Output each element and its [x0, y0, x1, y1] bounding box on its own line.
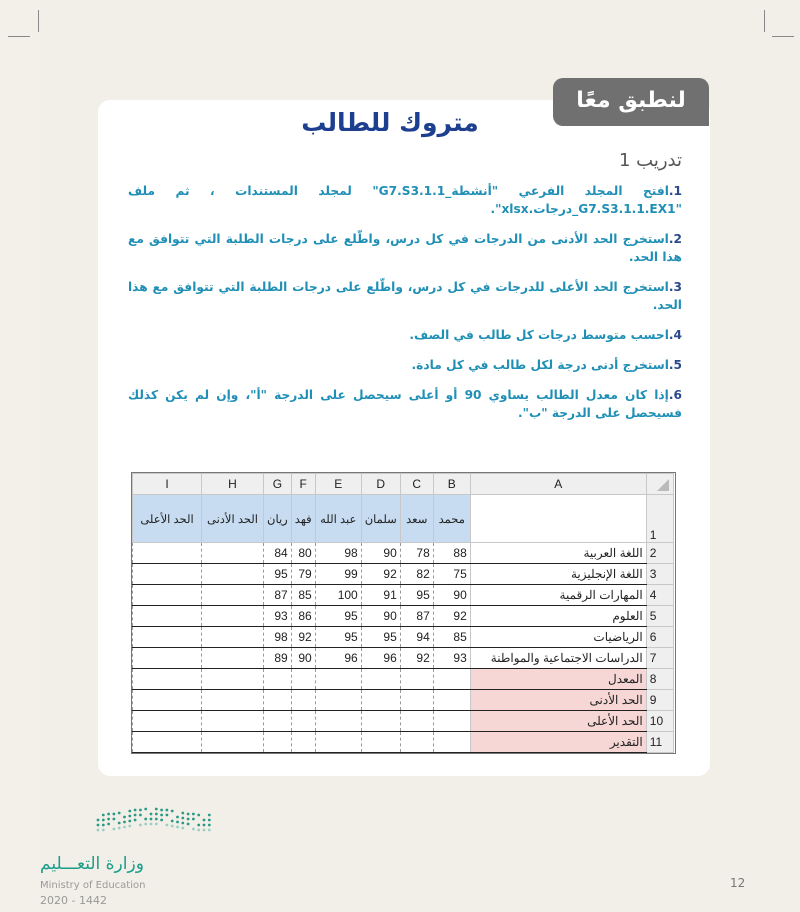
table-row: [133, 606, 674, 627]
logo-dot: [128, 810, 131, 813]
logo-dot: [187, 823, 190, 826]
table-row: [133, 690, 674, 711]
header-cell[interactable]: سلمان: [361, 495, 400, 543]
logo-dot: [150, 823, 153, 826]
step-number: 6.: [668, 388, 682, 402]
steps-list: [128, 182, 682, 434]
cell[interactable]: [202, 690, 264, 711]
column-header[interactable]: G: [264, 474, 292, 495]
step-text: استخرج أدنى درجة لكل طالب في كل مادة.: [411, 358, 669, 372]
value-cell[interactable]: 90: [433, 585, 470, 606]
logo-dot: [203, 824, 206, 827]
crop-mark: [8, 36, 30, 37]
step-item: [128, 230, 682, 266]
crop-mark: [764, 10, 765, 32]
logo-dot: [203, 829, 206, 832]
logo-dot: [139, 824, 142, 827]
value-cell[interactable]: 98: [264, 627, 292, 648]
cell[interactable]: [133, 648, 202, 669]
value-cell[interactable]: 95: [400, 585, 433, 606]
ministry-name-english: Ministry of Education: [40, 880, 146, 891]
logo-dot: [139, 809, 142, 812]
logo-dot: [102, 814, 105, 817]
column-header[interactable]: C: [400, 474, 433, 495]
logo-dot: [181, 822, 184, 825]
logo-dot: [118, 822, 121, 825]
cell[interactable]: [361, 732, 400, 753]
step-text: احسب متوسط درجات كل طالب في الصف.: [409, 328, 669, 342]
cell[interactable]: [291, 711, 315, 732]
cell[interactable]: [315, 711, 361, 732]
cell[interactable]: [264, 690, 292, 711]
cell[interactable]: [202, 711, 264, 732]
select-all-corner[interactable]: [646, 474, 673, 495]
cell[interactable]: [202, 627, 264, 648]
logo-dot: [171, 810, 174, 813]
cell[interactable]: [433, 669, 470, 690]
logo-dot: [128, 825, 131, 828]
value-cell[interactable]: 88: [433, 543, 470, 564]
cell[interactable]: [291, 690, 315, 711]
cell[interactable]: [433, 690, 470, 711]
step-number: 3.: [668, 280, 682, 294]
step-item: [128, 356, 682, 374]
logo-dot: [102, 819, 105, 822]
column-header[interactable]: F: [291, 474, 315, 495]
header-cell[interactable]: ريان: [264, 495, 292, 543]
logo-dot: [155, 818, 158, 821]
cell[interactable]: [291, 732, 315, 753]
logo-dot: [97, 824, 100, 827]
logo-dot: [171, 825, 174, 828]
cell[interactable]: [264, 669, 292, 690]
header-cell[interactable]: محمد: [433, 495, 470, 543]
logo-dot: [166, 814, 169, 817]
step-number: 4.: [668, 328, 682, 342]
logo-dot: [144, 808, 147, 811]
cell[interactable]: [133, 585, 202, 606]
ministry-name-arabic: وزارة التعـــليم: [40, 854, 144, 874]
logo-dot: [102, 824, 105, 827]
value-cell[interactable]: 85: [291, 585, 315, 606]
cell[interactable]: [291, 669, 315, 690]
crop-mark: [38, 10, 39, 32]
cell[interactable]: [133, 564, 202, 585]
value-cell[interactable]: 93: [433, 648, 470, 669]
table-row: [133, 732, 674, 753]
row-number[interactable]: 2: [646, 543, 673, 564]
table-row: [133, 564, 674, 585]
step-text: استخرج الحد الأدنى من الدرجات في كل درس، واطّلع على درجات الطلبة التي تتوافق مع هذا الحد.: [128, 232, 682, 264]
logo-dot: [176, 826, 179, 829]
logo-dot: [187, 813, 190, 816]
logo-dot: [197, 824, 200, 827]
step-text: استخرج الحد الأعلى للدرجات في كل درس، واطّلع على درجات الطلبة التي تتوافق مع هذا الحد.: [128, 280, 682, 312]
value-cell[interactable]: 87: [400, 606, 433, 627]
logo-dot: [128, 820, 131, 823]
row-number[interactable]: 3: [646, 564, 673, 585]
logo-dot: [123, 821, 126, 824]
summary-label[interactable]: الحد الأعلى: [470, 711, 646, 732]
value-cell[interactable]: 89: [264, 648, 292, 669]
subject-label[interactable]: اللغة العربية: [470, 543, 646, 564]
value-cell[interactable]: 100: [315, 585, 361, 606]
value-cell[interactable]: 95: [315, 627, 361, 648]
cell[interactable]: [400, 669, 433, 690]
logo-dot: [134, 814, 137, 817]
cell[interactable]: [133, 711, 202, 732]
logo-dot: [192, 828, 195, 831]
subject-label[interactable]: المهارات الرقمية: [470, 585, 646, 606]
logo-dot: [181, 827, 184, 830]
logo-dot: [176, 821, 179, 824]
cell[interactable]: [202, 732, 264, 753]
summary-label[interactable]: المعدل: [470, 669, 646, 690]
logo-dot: [113, 813, 116, 816]
logo-dot: [197, 814, 200, 817]
value-cell[interactable]: 79: [291, 564, 315, 585]
value-cell[interactable]: 95: [264, 564, 292, 585]
summary-label[interactable]: التقدير: [470, 732, 646, 753]
row-number[interactable]: 5: [646, 606, 673, 627]
cell[interactable]: [400, 732, 433, 753]
logo-dot: [155, 808, 158, 811]
logo-dot: [166, 824, 169, 827]
header-cell[interactable]: الحد الأدنى: [202, 495, 264, 543]
cell[interactable]: [361, 690, 400, 711]
logo-dot: [102, 829, 105, 832]
row-number[interactable]: 4: [646, 585, 673, 606]
value-cell[interactable]: 80: [291, 543, 315, 564]
cell[interactable]: [202, 606, 264, 627]
logo-dot: [107, 813, 110, 816]
cell[interactable]: [315, 690, 361, 711]
step-number: 2.: [668, 232, 682, 246]
row-number[interactable]: 8: [646, 669, 673, 690]
logo-dot: [160, 809, 163, 812]
spreadsheet-screenshot: [131, 472, 676, 754]
cell[interactable]: [361, 669, 400, 690]
logo-dot: [144, 818, 147, 821]
value-cell[interactable]: 96: [315, 648, 361, 669]
table-row: [133, 648, 674, 669]
row-number[interactable]: 7: [646, 648, 673, 669]
value-cell[interactable]: 95: [361, 627, 400, 648]
column-header[interactable]: H: [202, 474, 264, 495]
header-cell[interactable]: فهد: [291, 495, 315, 543]
logo-dot: [150, 818, 153, 821]
value-cell[interactable]: 93: [264, 606, 292, 627]
logo-dot: [176, 816, 179, 819]
row-number[interactable]: 6: [646, 627, 673, 648]
logo-dot: [128, 815, 131, 818]
cell[interactable]: [361, 711, 400, 732]
logo-dot: [155, 813, 158, 816]
value-cell[interactable]: 92: [291, 627, 315, 648]
logo-dot: [155, 823, 158, 826]
cell[interactable]: [400, 690, 433, 711]
logo-dot: [107, 818, 110, 821]
table-row: [133, 627, 674, 648]
logo-dot: [118, 827, 121, 830]
cell[interactable]: [202, 669, 264, 690]
logo-dot: [208, 819, 211, 822]
cell[interactable]: [133, 669, 202, 690]
value-cell[interactable]: 90: [361, 606, 400, 627]
cell[interactable]: [202, 543, 264, 564]
table-row: [133, 585, 674, 606]
value-cell[interactable]: 92: [361, 564, 400, 585]
logo-dot: [197, 829, 200, 832]
step-item: [128, 182, 682, 218]
logo-dot: [97, 819, 100, 822]
value-cell[interactable]: 75: [433, 564, 470, 585]
page-number: 12: [730, 876, 746, 890]
subject-label[interactable]: اللغة الإنجليزية: [470, 564, 646, 585]
value-cell[interactable]: 84: [264, 543, 292, 564]
value-cell[interactable]: 90: [291, 648, 315, 669]
value-cell[interactable]: 92: [400, 648, 433, 669]
value-cell[interactable]: 96: [361, 648, 400, 669]
logo-dot: [160, 819, 163, 822]
step-item: [128, 326, 682, 344]
cell[interactable]: [133, 690, 202, 711]
cell[interactable]: [202, 564, 264, 585]
logo-dot: [113, 828, 116, 831]
logo-dot: [134, 809, 137, 812]
value-cell[interactable]: 87: [264, 585, 292, 606]
subject-label[interactable]: العلوم: [470, 606, 646, 627]
cell[interactable]: [433, 732, 470, 753]
value-cell[interactable]: 82: [400, 564, 433, 585]
column-header[interactable]: D: [361, 474, 400, 495]
value-cell[interactable]: 85: [433, 627, 470, 648]
cell[interactable]: [315, 732, 361, 753]
cell[interactable]: [133, 606, 202, 627]
step-text: إذا كان معدل الطالب يساوي 90 أو أعلى سيحصل على الدرجة "أ"، وإن لم يكن كذلك فسيحصل على الدرجة "ب".: [128, 388, 682, 420]
cell[interactable]: [400, 711, 433, 732]
row-number[interactable]: 11: [646, 732, 673, 753]
cell[interactable]: [433, 711, 470, 732]
value-cell[interactable]: 95: [315, 606, 361, 627]
row-number[interactable]: 10: [646, 711, 673, 732]
cell[interactable]: [264, 711, 292, 732]
cell[interactable]: [470, 495, 646, 543]
section-tab: لنطبق معًا: [553, 78, 709, 126]
logo-dot: [123, 816, 126, 819]
crop-mark: [772, 36, 794, 37]
logo-dot: [181, 817, 184, 820]
step-item: [128, 278, 682, 314]
logo-dot: [144, 823, 147, 826]
cell[interactable]: [202, 648, 264, 669]
logo-dot: [181, 812, 184, 815]
logo-dot: [123, 826, 126, 829]
exercise-subtitle: تدريب 1: [618, 150, 682, 171]
spreadsheet-grid: [132, 473, 674, 753]
logo-dot: [150, 813, 153, 816]
cell[interactable]: [264, 732, 292, 753]
table-row: [133, 669, 674, 690]
logo-dot: [192, 818, 195, 821]
logo-dot: [187, 818, 190, 821]
logo-dot: [203, 819, 206, 822]
header-cell[interactable]: عبد الله: [315, 495, 361, 543]
select-all-icon: [657, 479, 669, 491]
logo-dot: [171, 820, 174, 823]
step-item: [128, 386, 682, 422]
logo-dot: [160, 814, 163, 817]
ministry-logo-icon: [90, 802, 220, 842]
column-header[interactable]: E: [315, 474, 361, 495]
cell[interactable]: [202, 585, 264, 606]
column-header[interactable]: B: [433, 474, 470, 495]
logo-dot: [208, 814, 211, 817]
row-number[interactable]: 9: [646, 690, 673, 711]
logo-dot: [139, 814, 142, 817]
column-header[interactable]: A: [470, 474, 646, 495]
logo-dot: [208, 829, 211, 832]
table-row: [133, 711, 674, 732]
table-row: [133, 543, 674, 564]
header-cell[interactable]: الحد الأعلى: [133, 495, 202, 543]
cell[interactable]: [133, 732, 202, 753]
page-title: متروك للطالب: [301, 108, 479, 137]
logo-dot: [134, 819, 137, 822]
logo-dot: [192, 813, 195, 816]
logo-dot: [118, 812, 121, 815]
value-cell[interactable]: 91: [361, 585, 400, 606]
value-cell[interactable]: 78: [400, 543, 433, 564]
logo-dot: [113, 818, 116, 821]
value-cell[interactable]: 86: [291, 606, 315, 627]
value-cell[interactable]: 92: [433, 606, 470, 627]
row-number[interactable]: 1: [646, 495, 673, 543]
value-cell[interactable]: 94: [400, 627, 433, 648]
cell[interactable]: [315, 669, 361, 690]
cell[interactable]: [133, 627, 202, 648]
logo-dot: [97, 829, 100, 832]
summary-label[interactable]: الحد الأدنى: [470, 690, 646, 711]
logo-dot: [166, 809, 169, 812]
logo-dot: [208, 824, 211, 827]
logo-dot: [107, 823, 110, 826]
value-cell[interactable]: 90: [361, 543, 400, 564]
academic-years: 2020 - 1442: [40, 894, 107, 907]
value-cell[interactable]: 98: [315, 543, 361, 564]
subject-label[interactable]: الرياضيات: [470, 627, 646, 648]
value-cell[interactable]: 99: [315, 564, 361, 585]
subject-label[interactable]: الدراسات الاجتماعية والمواطنة: [470, 648, 646, 669]
step-number: 1.: [668, 184, 682, 198]
cell[interactable]: [133, 543, 202, 564]
step-text: افتح المجلد الفرعي "أنشطة_G7.S3.1.1" لمجلد المستندات ، ثم ملف "G7.S3.1.1.EX1_درجات.xlsx".: [128, 184, 682, 216]
column-header[interactable]: I: [133, 474, 202, 495]
step-number: 5.: [668, 358, 682, 372]
header-cell[interactable]: سعد: [400, 495, 433, 543]
